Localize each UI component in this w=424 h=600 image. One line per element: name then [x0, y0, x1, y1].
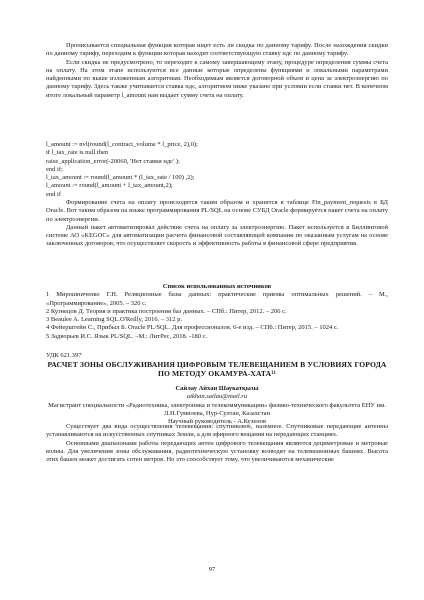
reference-item: 5 Задворьев И.С. Язык PL/SQL. –М.: ЛитРес, 2018. -180 с.: [46, 332, 208, 340]
reference-item: 1 Мирошниченко Г.Н. Реляционные базы данных: практические приемы оптимальных решений. – М., «Программирование», 2005. – 320 с.: [46, 291, 388, 307]
article-title: РАСЧЕТ ЗОНЫ ОБСЛУЖИВАНИЯ ЦИФРОВЫМ ТЕЛЕВЕЩАНИЕМ В УСЛОВИЯХ ГОРОДА ПО МЕТОДУ ОКАМУРА-ХАТА¹¹: [47, 360, 387, 379]
code-line: end if;: [46, 165, 63, 173]
udk-code: УДК 621.397: [46, 352, 82, 359]
code-line: end if: [46, 190, 61, 198]
paragraph-invoice-procedure: Если скидка не предусмотрено, то переходит к самому завершающему этапу, процедуре определения суммы счета на оплату. На этом этапе используются все данные которые определены функциями и локальными параметрами найденными по выше изложенным алгоритмам. Необходимым является договорной объем и цена за электроэнергию по данному тарифу. Здесь также учитывается ставка ндс, алгоритмом ниже указано при условии если ставки нет. В конечном итоге локальный параметр l_amount нам выдает сумму счета на оплату.: [46, 58, 388, 99]
author-block: [46, 385, 388, 426]
page-number: 97: [208, 566, 216, 573]
author-name: Сайлау Айхан Шаукатқызы: [175, 385, 259, 392]
author-email: aikhan.sailau@mail.ru: [186, 393, 248, 401]
paragraph-antenna-ranges: Основными диапазонами работы передающих антен цифрового телевещания являются дециметровые и метровые волны. Для увеличения зоны обслуживания, радиотехническую установку возводят на телевизионных башнях. Высота этих башен может достигать сотен метров. Но это способствует тому, что увеличиваются механические: [46, 439, 388, 463]
article-header: [46, 352, 388, 379]
supervisor-line: Научный руководитель - А.Кузенов: [167, 418, 267, 425]
reference-item: 2 Кузнецов Д. Теория и практика построения баз данных. – СПб.: Питер, 2012. – 206 с.: [46, 307, 287, 315]
article-body: [46, 423, 388, 464]
code-line: l_amount := round(l_amount + l_tax_amount,2);: [46, 182, 173, 190]
code-listing: [46, 141, 388, 199]
paragraph-billing-package: Данный пакет автоматизировал действие счета на оплату за электроэнергию. Пакет используется в Биллинговой системе АО «KEGOC» для автоматизации расчета финансовой составляющей компании по оказанным услугам на основе заключенных договоров, что осуществляет скорость и эффективность работы в финансовой сфере предприятия.: [46, 223, 388, 248]
paragraph-invoice-storage: Формирование счета на оплату происходится таким образом и хранится в таблице Fin_payment_requests в БД Oracle. Вот таким образом на языке программирования PL/SQL на основе СУБД Oracle формируется пакет счета на оплату по электроэнергии.: [46, 199, 388, 223]
references-section: [46, 283, 388, 341]
code-line: raise_application_error(-20060, 'Нет ставки ндс' );: [46, 157, 180, 165]
code-line: l_amount := nvl(round(l_contract_volume * l_price, 2),0);: [46, 141, 198, 148]
author-affiliation: Магистрант специальности «Радиотехника, электроника и телекоммуникации» физико-технического факультета ЕНУ им. Л.Н.Гумилева, Нур-Султан, Казахстан: [48, 401, 386, 417]
reference-item: 4 Фейерштейн С., Прибыл Б. Oracle PL/SQL. Для профессионалов. 6-е изд. – СПб.: Питер, 2015. – 1024 с.: [46, 324, 339, 332]
conclusion-section: [46, 199, 388, 249]
reference-item: 3 Beaulee A. Learning SQL.O'Reilly, 2016. – 312 р.: [46, 316, 182, 323]
references-heading: Список использованных источников: [162, 283, 272, 290]
paragraph-broadcast-types: Существует два вида осуществления телевещания: спутниковое, наземное. Спутниковые передающие антенны устанавливаются на искусственных спутниках Земли, а для эфирного вещания на передающих станциях.: [46, 423, 388, 439]
paragraph-discount-function: Прописывается специальная функция которая ищет есть ли скидка по данному тарифу. После нахождения скидки по данному тарифу, переходим к функции которая находит соответствующую ставку ндс по данному тарифу.: [46, 42, 388, 58]
intro-section: [46, 42, 388, 100]
code-line: if l_tax_rate is null then: [46, 149, 109, 157]
code-line: l_tax_amount := round(l_amount * (l_tax_rate / 100) ,2);: [46, 174, 195, 181]
